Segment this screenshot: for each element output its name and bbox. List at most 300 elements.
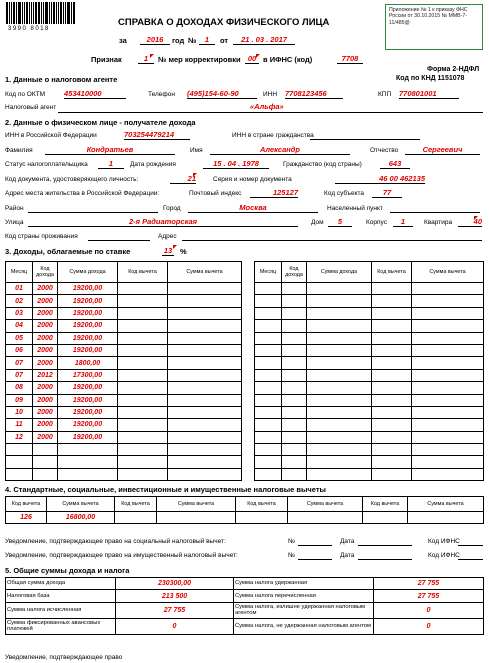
- table-row: [6, 382, 242, 394]
- surname-value[interactable]: Кондратьев: [45, 145, 175, 155]
- oktm-label: Код по ОКТМ: [5, 91, 46, 98]
- doc-code-label: Код документа, удостоверяющего личность:: [5, 176, 139, 183]
- section2-title: 2. Данные о физическом лице - получателе дохода: [5, 118, 196, 127]
- income-cell-empty[interactable]: [118, 444, 168, 456]
- income-cell-empty[interactable]: [6, 444, 33, 456]
- table-row: [255, 320, 484, 332]
- income-cell-empty[interactable]: [372, 468, 412, 480]
- deductions-header-row: [6, 497, 484, 512]
- inn-label: ИНН: [263, 91, 278, 98]
- correction-value[interactable]: 00: [245, 54, 259, 64]
- deduction-cell-empty[interactable]: [288, 512, 363, 524]
- table-row: [6, 344, 242, 356]
- income-cell-empty[interactable]: [412, 444, 484, 456]
- building-label: Корпус: [366, 219, 387, 226]
- income-amount[interactable]: 1800,00: [58, 357, 118, 369]
- income-cell-empty[interactable]: [58, 444, 118, 456]
- table-row: [6, 394, 242, 406]
- income-code[interactable]: 2000: [33, 394, 58, 406]
- zip-label: Почтовый индекс: [189, 190, 242, 197]
- income-amount-empty[interactable]: [307, 344, 372, 356]
- income-code-empty[interactable]: [282, 382, 307, 394]
- income-amount[interactable]: 19200,00: [58, 419, 118, 431]
- income-amount[interactable]: 19200,00: [58, 344, 118, 356]
- income-amount[interactable]: 19200,00: [58, 332, 118, 344]
- ifns-label: в ИФНС (код): [263, 55, 313, 64]
- income-amount-empty[interactable]: [307, 332, 372, 344]
- income-month[interactable]: 02: [6, 295, 33, 307]
- income-cell-empty[interactable]: [168, 444, 242, 456]
- deduction-header-1: Сумма вычета: [47, 497, 115, 512]
- income-amount[interactable]: 19200,00: [58, 320, 118, 332]
- income-month[interactable]: 11: [6, 419, 33, 431]
- deduction-amount-empty[interactable]: [412, 332, 484, 344]
- house-value[interactable]: 5: [328, 217, 352, 227]
- deduction-code-empty[interactable]: [118, 283, 168, 295]
- knd-code: Код по КНД 1151078: [396, 75, 465, 82]
- dob-value[interactable]: 15 . 04 . 1978: [203, 159, 269, 169]
- agent-label: Налоговый агент: [5, 104, 57, 111]
- notice-bottom-label: Уведомление, подтверждающее право: [5, 654, 123, 661]
- deduction-header-0: Код вычета: [6, 497, 47, 512]
- status-label: Статус налогоплательщика: [5, 161, 88, 168]
- deduction-code-empty[interactable]: [118, 431, 168, 443]
- totals-left-value[interactable]: 230300,00: [116, 578, 234, 590]
- income-month-empty[interactable]: [255, 431, 282, 443]
- name-label: Имя: [190, 147, 203, 154]
- income-cell-empty[interactable]: [282, 444, 307, 456]
- deduction-amount-empty[interactable]: [412, 382, 484, 394]
- deduction-amount-empty[interactable]: [412, 283, 484, 295]
- deduction-code-empty[interactable]: [118, 394, 168, 406]
- income-month-empty[interactable]: [255, 382, 282, 394]
- deduction-header-4: Код вычета: [236, 497, 288, 512]
- income-amount-empty[interactable]: [307, 369, 372, 381]
- income-month[interactable]: 07: [6, 369, 33, 381]
- deduction-header-2: Код вычета: [115, 497, 157, 512]
- barcode-number: 3990 8018: [8, 26, 50, 32]
- deduction-amount-empty[interactable]: [412, 320, 484, 332]
- year-label: год: [172, 36, 185, 45]
- deduction-code-empty[interactable]: [118, 382, 168, 394]
- notice-social-date-label: Дата: [340, 538, 355, 545]
- income-amount-empty[interactable]: [307, 394, 372, 406]
- doc-code-value[interactable]: 21: [170, 174, 196, 184]
- income-amount-empty[interactable]: [307, 357, 372, 369]
- name-value[interactable]: Александр: [210, 145, 350, 155]
- marker-icon: [150, 54, 154, 58]
- income-header-4: Сумма вычета: [412, 262, 484, 283]
- deduction-code-empty[interactable]: [372, 332, 412, 344]
- deduction-amount-empty[interactable]: [412, 394, 484, 406]
- table-row: [255, 307, 484, 319]
- notice-social-date-line: [358, 545, 412, 546]
- deduction-amount-empty[interactable]: [168, 295, 242, 307]
- income-month[interactable]: 06: [6, 344, 33, 356]
- income-code[interactable]: 2000: [33, 344, 58, 356]
- table-row: [255, 406, 484, 418]
- income-amount[interactable]: 17300,00: [58, 369, 118, 381]
- street-value[interactable]: 2-я Радиаторская: [28, 217, 298, 227]
- income-code[interactable]: 2012: [33, 369, 58, 381]
- income-amount[interactable]: 19200,00: [58, 382, 118, 394]
- income-code-empty[interactable]: [282, 406, 307, 418]
- income-month[interactable]: 08: [6, 382, 33, 394]
- income-amount[interactable]: 19200,00: [58, 283, 118, 295]
- region-label: Код субъекта: [324, 190, 365, 197]
- deduction-amount-empty[interactable]: [412, 344, 484, 356]
- table-row: [255, 357, 484, 369]
- deduction-code-empty[interactable]: [118, 320, 168, 332]
- priznak-label: Признак: [91, 55, 122, 64]
- income-code[interactable]: 2000: [33, 332, 58, 344]
- region-value[interactable]: 77: [372, 188, 402, 198]
- dob-label: Дата рождения: [130, 161, 176, 168]
- country-label: Код страны проживания: [5, 233, 78, 240]
- income-code[interactable]: 2000: [33, 419, 58, 431]
- income-code[interactable]: 2000: [33, 382, 58, 394]
- income-cell-empty[interactable]: [118, 468, 168, 480]
- ifns-value[interactable]: 7708: [337, 54, 363, 64]
- city-label: Город: [163, 205, 181, 212]
- citizenship-label: Гражданство (код страны): [283, 161, 362, 168]
- apartment-label: Квартира: [424, 219, 453, 226]
- deduction-code-empty[interactable]: [372, 394, 412, 406]
- income-header-2: Сумма дохода: [58, 262, 118, 283]
- deduction-code-empty[interactable]: [372, 295, 412, 307]
- income-month[interactable]: 07: [6, 357, 33, 369]
- income-cell-empty[interactable]: [58, 468, 118, 480]
- notice-property-no-line: [298, 559, 332, 560]
- totals-left-value[interactable]: 0: [116, 618, 234, 634]
- tax-rate-value[interactable]: 13: [163, 246, 173, 255]
- totals-right-value[interactable]: 0: [374, 602, 484, 618]
- deduction-amount-empty[interactable]: [168, 357, 242, 369]
- income-month[interactable]: 12: [6, 431, 33, 443]
- deduction-amount-empty[interactable]: [168, 419, 242, 431]
- date-value[interactable]: 21 . 03 . 2017: [233, 35, 295, 45]
- income-amount-empty[interactable]: [307, 419, 372, 431]
- deduction-code-empty[interactable]: [372, 283, 412, 295]
- table-row: [255, 456, 484, 468]
- deduction-code[interactable]: 126: [6, 512, 47, 524]
- totals-left-value[interactable]: 27 755: [116, 602, 234, 618]
- income-code-empty[interactable]: [282, 307, 307, 319]
- income-amount-empty[interactable]: [307, 307, 372, 319]
- totals-left-value[interactable]: 213 500: [116, 590, 234, 602]
- deduction-amount[interactable]: 16800,00: [47, 512, 115, 524]
- income-month-empty[interactable]: [255, 283, 282, 295]
- income-cell-empty[interactable]: [58, 456, 118, 468]
- agent-underline: [58, 112, 483, 113]
- income-code-empty[interactable]: [282, 332, 307, 344]
- income-cell-empty[interactable]: [372, 444, 412, 456]
- income-cell-empty[interactable]: [307, 468, 372, 480]
- income-code[interactable]: 2000: [33, 357, 58, 369]
- notice-property-ifns-line: [458, 559, 483, 560]
- income-month[interactable]: 05: [6, 332, 33, 344]
- patronymic-value[interactable]: Сергеевич: [405, 145, 480, 155]
- income-amount-empty[interactable]: [307, 382, 372, 394]
- table-row: [255, 419, 484, 431]
- table-row: [6, 369, 242, 381]
- table-row: [255, 382, 484, 394]
- deduction-amount-empty[interactable]: [168, 332, 242, 344]
- income-cell-empty[interactable]: [255, 468, 282, 480]
- building-value[interactable]: 1: [393, 217, 413, 227]
- income-cell-empty[interactable]: [33, 456, 58, 468]
- income-cell-empty[interactable]: [118, 456, 168, 468]
- income-month-empty[interactable]: [255, 406, 282, 418]
- deduction-code-empty[interactable]: [372, 357, 412, 369]
- income-month-empty[interactable]: [255, 419, 282, 431]
- deduction-code-empty[interactable]: [372, 406, 412, 418]
- deduction-amount-empty[interactable]: [168, 394, 242, 406]
- income-cell-empty[interactable]: [6, 468, 33, 480]
- table-row: [6, 618, 484, 634]
- deduction-code-empty[interactable]: [118, 332, 168, 344]
- table-row: [255, 431, 484, 443]
- notice-property-date-line: [358, 559, 412, 560]
- income-code-empty[interactable]: [282, 357, 307, 369]
- deduction-amount-empty[interactable]: [412, 431, 484, 443]
- income-month-empty[interactable]: [255, 307, 282, 319]
- totals-right-value[interactable]: 0: [374, 618, 484, 634]
- income-amount-empty[interactable]: [307, 320, 372, 332]
- table-row: [6, 512, 484, 524]
- surname-label: Фамилия: [5, 147, 33, 154]
- deduction-amount-empty[interactable]: [412, 419, 484, 431]
- deduction-amount-empty[interactable]: [412, 295, 484, 307]
- deduction-code-empty[interactable]: [372, 419, 412, 431]
- correction-label: № мер корректировки: [158, 55, 241, 64]
- income-cell-empty[interactable]: [412, 468, 484, 480]
- notice-social-ifns-line: [458, 545, 483, 546]
- locality-line: [390, 212, 480, 213]
- income-amount[interactable]: 19200,00: [58, 307, 118, 319]
- income-amount-empty[interactable]: [307, 295, 372, 307]
- deduction-code-empty[interactable]: [118, 406, 168, 418]
- deduction-code-empty[interactable]: [372, 344, 412, 356]
- deduction-amount-empty[interactable]: [412, 406, 484, 418]
- income-cell-empty[interactable]: [282, 456, 307, 468]
- country-line: [88, 240, 150, 241]
- income-code[interactable]: 2000: [33, 307, 58, 319]
- table-row: [255, 332, 484, 344]
- table-row: [255, 344, 484, 356]
- income-cell-empty[interactable]: [255, 444, 282, 456]
- oktm-value[interactable]: 453410000: [64, 89, 126, 99]
- doc-number-value[interactable]: 46 00 462135: [335, 174, 425, 184]
- section4-title: 4. Стандартные, социальные, инвестиционные и имущественные налоговые вычеты: [5, 485, 326, 494]
- income-code-empty[interactable]: [282, 394, 307, 406]
- income-code-empty[interactable]: [282, 419, 307, 431]
- deduction-code-empty[interactable]: [372, 382, 412, 394]
- table-row: [6, 332, 242, 344]
- income-month[interactable]: 09: [6, 394, 33, 406]
- income-code-empty[interactable]: [282, 369, 307, 381]
- income-code-empty[interactable]: [282, 295, 307, 307]
- agent-value[interactable]: «Альфа»: [250, 102, 284, 111]
- notice-property-ifns-label: Код ИФНС: [428, 552, 460, 559]
- foreign-address-line: [182, 240, 482, 241]
- income-code[interactable]: 2000: [33, 406, 58, 418]
- income-amount[interactable]: 19200,00: [58, 431, 118, 443]
- income-header-1: Код дохода: [282, 262, 307, 283]
- priznak-value[interactable]: 1: [138, 54, 154, 64]
- section5-title: 5. Общие суммы дохода и налога: [5, 566, 130, 575]
- deduction-code-empty[interactable]: [118, 369, 168, 381]
- zip-value[interactable]: 125127: [250, 188, 298, 198]
- deduction-cell-empty[interactable]: [157, 512, 236, 524]
- income-month[interactable]: 04: [6, 320, 33, 332]
- table-row: [255, 444, 484, 456]
- deduction-header-7: Сумма вычета: [408, 497, 484, 512]
- deduction-amount-empty[interactable]: [412, 369, 484, 381]
- totals-right-value[interactable]: 27 755: [374, 578, 484, 590]
- income-code[interactable]: 2000: [33, 431, 58, 443]
- deduction-code-empty[interactable]: [118, 357, 168, 369]
- deduction-code-empty[interactable]: [372, 431, 412, 443]
- kpp-value[interactable]: 770801001: [399, 89, 459, 99]
- status-value[interactable]: 1: [98, 159, 124, 169]
- income-month-empty[interactable]: [255, 295, 282, 307]
- inn-value[interactable]: 7708123456: [285, 89, 343, 99]
- income-code[interactable]: 2000: [33, 295, 58, 307]
- address-label: Адрес места жительства в Российской Федерации:: [5, 190, 160, 197]
- deduction-code-empty[interactable]: [372, 320, 412, 332]
- totals-left-label: Сумма фиксированных авансовых платежей: [6, 618, 116, 634]
- totals-left-label: Сумма налога исчисленная: [6, 602, 116, 618]
- income-cell-empty[interactable]: [168, 468, 242, 480]
- income-header-0: Месяц: [255, 262, 282, 283]
- totals-table: [5, 577, 484, 635]
- totals-right-label: Сумма налога, не удержанная налоговым агентом: [234, 618, 374, 634]
- deduction-amount-empty[interactable]: [168, 406, 242, 418]
- income-header-3: Код вычета: [372, 262, 412, 283]
- income-cell-empty[interactable]: [412, 456, 484, 468]
- deduction-code-empty[interactable]: [372, 307, 412, 319]
- table-row: [6, 602, 484, 618]
- income-cell-empty[interactable]: [307, 444, 372, 456]
- income-month[interactable]: 03: [6, 307, 33, 319]
- table-row: [6, 283, 242, 295]
- income-month-empty[interactable]: [255, 394, 282, 406]
- income-code-empty[interactable]: [282, 431, 307, 443]
- income-cell-empty[interactable]: [6, 456, 33, 468]
- deduction-code-empty[interactable]: [118, 344, 168, 356]
- deduction-header-5: Сумма вычета: [288, 497, 363, 512]
- district-label: Район: [5, 205, 24, 212]
- income-header-3: Код вычета: [118, 262, 168, 283]
- income-header-row: [6, 262, 242, 283]
- income-month[interactable]: 01: [6, 283, 33, 295]
- table-row: [6, 456, 242, 468]
- deduction-cell-empty[interactable]: [115, 512, 157, 524]
- income-month-empty[interactable]: [255, 320, 282, 332]
- deduction-amount-empty[interactable]: [168, 382, 242, 394]
- income-code[interactable]: 2000: [33, 320, 58, 332]
- income-code-empty[interactable]: [282, 344, 307, 356]
- inn-country-line: [310, 139, 420, 140]
- city-value[interactable]: Москва: [188, 203, 318, 213]
- totals-right-value[interactable]: 27 755: [374, 590, 484, 602]
- deduction-cell-empty[interactable]: [363, 512, 408, 524]
- deduction-code-empty[interactable]: [118, 307, 168, 319]
- apartment-value[interactable]: 40: [458, 217, 482, 227]
- table-row: [255, 468, 484, 480]
- income-cell-empty[interactable]: [255, 456, 282, 468]
- income-cell-empty[interactable]: [282, 468, 307, 480]
- notice-property-date-label: Дата: [340, 552, 355, 559]
- income-code-empty[interactable]: [282, 320, 307, 332]
- deduction-amount-empty[interactable]: [412, 357, 484, 369]
- deduction-amount-empty[interactable]: [168, 344, 242, 356]
- income-amount-empty[interactable]: [307, 431, 372, 443]
- income-header-4: Сумма вычета: [168, 262, 242, 283]
- income-month-empty[interactable]: [255, 357, 282, 369]
- deduction-amount-empty[interactable]: [168, 320, 242, 332]
- income-cell-empty[interactable]: [168, 456, 242, 468]
- totals-right-label: Сумма налога удержанная: [234, 578, 374, 590]
- deduction-header-6: Код вычета: [363, 497, 408, 512]
- income-month-empty[interactable]: [255, 369, 282, 381]
- number-value[interactable]: 1: [199, 35, 215, 45]
- income-amount[interactable]: 19200,00: [58, 394, 118, 406]
- income-header-2: Сумма дохода: [307, 262, 372, 283]
- deduction-code-empty[interactable]: [118, 419, 168, 431]
- income-month[interactable]: 10: [6, 406, 33, 418]
- phone-value[interactable]: (495)154-60-90: [187, 89, 257, 99]
- notice-social-no-line: [298, 545, 332, 546]
- income-month-empty[interactable]: [255, 332, 282, 344]
- deduction-cell-empty[interactable]: [408, 512, 484, 524]
- income-amount-empty[interactable]: [307, 406, 372, 418]
- income-cell-empty[interactable]: [372, 456, 412, 468]
- income-month-empty[interactable]: [255, 344, 282, 356]
- deduction-amount-empty[interactable]: [168, 283, 242, 295]
- table-row: [6, 468, 242, 480]
- income-amount[interactable]: 19200,00: [58, 406, 118, 418]
- income-table-left: [5, 261, 242, 481]
- deduction-code-empty[interactable]: [372, 369, 412, 381]
- income-cell-empty[interactable]: [33, 444, 58, 456]
- deduction-cell-empty[interactable]: [236, 512, 288, 524]
- deduction-amount-empty[interactable]: [168, 307, 242, 319]
- table-row: [6, 578, 484, 590]
- table-row: [6, 406, 242, 418]
- income-code[interactable]: 2000: [33, 283, 58, 295]
- street-label: Улица: [5, 219, 24, 226]
- income-amount-empty[interactable]: [307, 283, 372, 295]
- table-row: [255, 394, 484, 406]
- phone-label: Телефон: [148, 91, 175, 98]
- deduction-amount-empty[interactable]: [168, 431, 242, 443]
- year-prefix: за: [119, 36, 127, 45]
- deduction-code-empty[interactable]: [118, 295, 168, 307]
- year-value[interactable]: 2016: [140, 35, 170, 45]
- inn-rf-value[interactable]: 703254479214: [124, 130, 190, 140]
- deduction-amount-empty[interactable]: [168, 369, 242, 381]
- citizenship-value[interactable]: 643: [380, 159, 410, 169]
- notice-social-ifns-label: Код ИФНС: [428, 538, 460, 545]
- deduction-amount-empty[interactable]: [412, 307, 484, 319]
- income-cell-empty[interactable]: [33, 468, 58, 480]
- income-amount[interactable]: 19200,00: [58, 295, 118, 307]
- foreign-address-label: Адрес: [158, 233, 177, 240]
- income-code-empty[interactable]: [282, 283, 307, 295]
- income-cell-empty[interactable]: [307, 456, 372, 468]
